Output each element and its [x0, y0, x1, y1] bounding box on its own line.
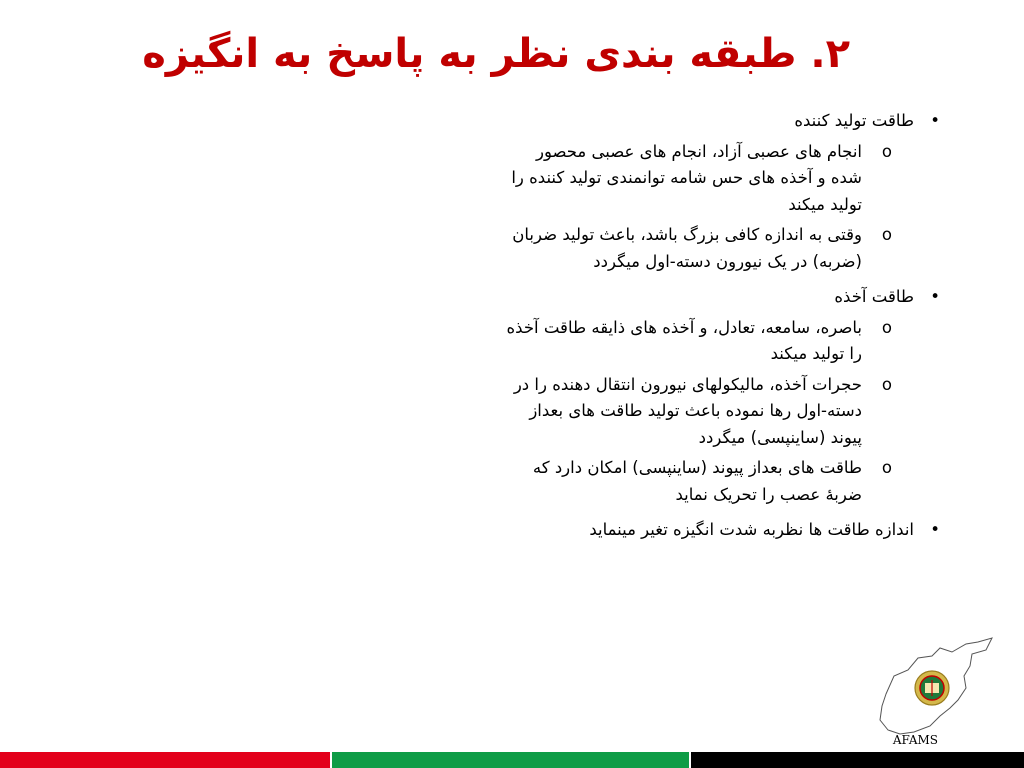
- bullet-item: [464, 517, 944, 544]
- sub-bullet-icon: o: [881, 141, 892, 161]
- afams-logo-text: AFAMS: [892, 733, 938, 747]
- slide-content: [464, 108, 944, 553]
- bullet-text: طاقت آخذه: [834, 287, 914, 306]
- slide-title: ۲. طبقه بندی نظر به پاسخ به انگیزه: [142, 31, 850, 77]
- sub-bullet-text: باصره، سامعه، تعادل، و آخذه های ذایقه طاقت آخذه را تولید میکند: [506, 317, 862, 363]
- sub-bullet-item: [464, 372, 944, 452]
- sub-bullet-item: [464, 222, 944, 275]
- sub-bullet-item: [464, 139, 944, 219]
- afghanistan-map-logo-icon: [874, 636, 1000, 740]
- bullet-item: [464, 108, 944, 135]
- bullet-icon: •: [930, 287, 940, 306]
- footer-green-bar: [332, 752, 689, 768]
- bullet-text: اندازه طاقت ها نظربه شدت انگیزه تغیر مینماید: [589, 520, 914, 539]
- sub-bullet-icon: o: [881, 374, 892, 394]
- section-receptor-potential: [464, 284, 944, 508]
- bullet-icon: •: [930, 111, 940, 130]
- bullet-item: [464, 284, 944, 311]
- sub-bullet-text: انجام های عصبی آزاد، انجام های عصبی محصور شده و آخذه های حس شامه توانمندی تولید کننده را تولید میکند: [511, 141, 862, 214]
- sub-bullet-icon: o: [881, 317, 892, 337]
- section-potential-size: [464, 517, 944, 544]
- sub-bullet-item: [464, 455, 944, 508]
- section-generator-potential: [464, 108, 944, 275]
- bullet-text: طاقت تولید کننده: [794, 111, 914, 130]
- bullet-icon: •: [930, 520, 940, 539]
- sub-bullet-text: حجرات آخذه، مالیکولهای نیورون انتقال دهنده را در دسته-اول رها نموده باعث تولید طاقت های بعداز پیوند (ساینپسی) میگردد: [513, 374, 862, 447]
- sub-bullet-text: وقتی به اندازه کافی بزرگ باشد، باعث تولید ضربان (ضربه) در یک نیورون دسته-اول میگردد: [512, 225, 862, 271]
- sub-bullet-text: طاقت های بعداز پیوند (ساینپسی) امکان دارد که ضربۀ عصب را تحریک نماید: [532, 458, 862, 504]
- sub-bullet-icon: o: [881, 458, 892, 477]
- sub-bullet-icon: o: [881, 225, 892, 244]
- footer-red-bar: [0, 752, 330, 768]
- footer-black-bar: [691, 752, 1024, 768]
- sub-bullet-item: [464, 315, 944, 368]
- footer-color-bars: [0, 750, 1024, 768]
